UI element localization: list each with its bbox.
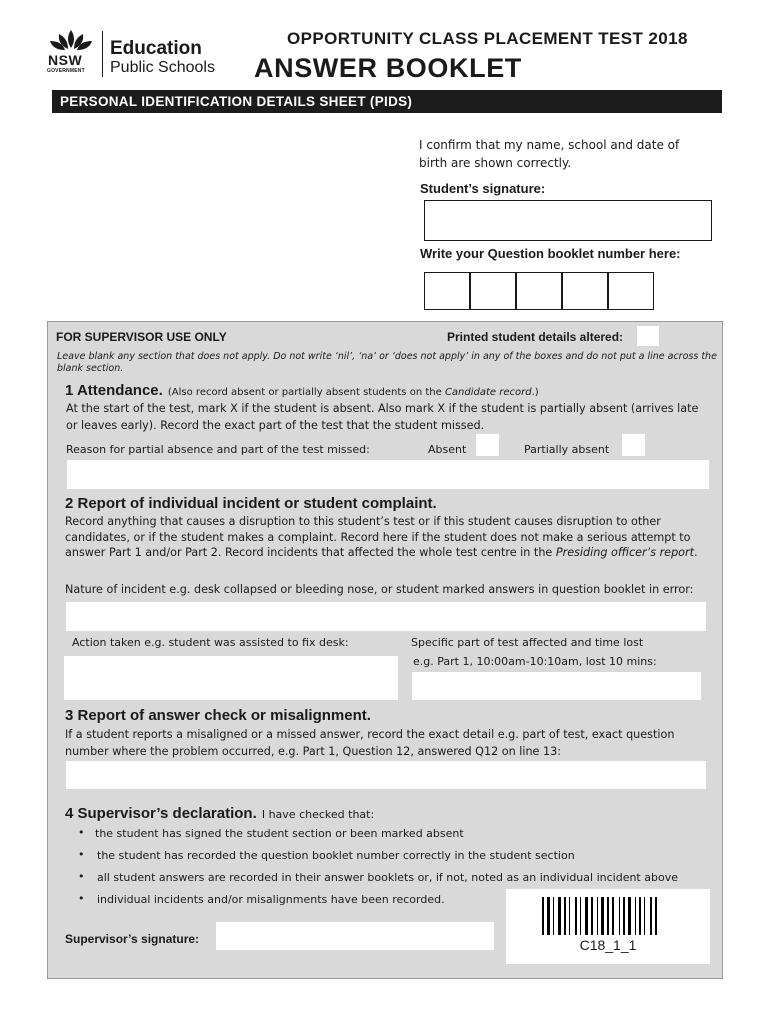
- barcode-bar: [558, 897, 561, 935]
- bullet-icon: •: [78, 848, 85, 861]
- incident-body-text: Record anything that causes a disruption to this student’s test or if this student causes disruption to other candidates, or if the student makes a complaint. Record here if the student does not make a serious attempt to answer Part 1 and/or Part 2. Record incidents that affected the whole test centre in the: [65, 515, 691, 559]
- misalignment-field[interactable]: [66, 761, 706, 789]
- attendance-note-prefix: (Also record absent or partially absent students on the: [167, 387, 445, 398]
- action-label: Action taken e.g. student was assisted to fix desk:: [72, 636, 349, 649]
- booklet-title: ANSWER BOOKLET: [254, 53, 522, 83]
- declaration-item: the student has signed the student section or been marked absent: [95, 827, 464, 840]
- specific-field[interactable]: [412, 672, 701, 700]
- barcode-bar: [644, 897, 645, 935]
- bullet-icon: •: [78, 870, 85, 883]
- booklet-number-digit-1[interactable]: [424, 272, 470, 310]
- test-title: OPPORTUNITY CLASS PLACEMENT TEST 2018: [287, 29, 688, 48]
- org-name-line1: Education: [110, 38, 202, 59]
- attendance-body: At the start of the test, mark X if the student is absent. Also mark X if the student is partially absent (arrives late or leaves early). Record the exact part of the test that the student missed.: [66, 402, 699, 432]
- details-altered-checkbox[interactable]: [637, 326, 659, 346]
- declaration-heading-row: [65, 803, 374, 822]
- specific-label-line1: Specific part of test affected and time lost: [411, 636, 644, 649]
- supervisor-instructions: Leave blank any section that does not apply. Do not write ‘nil’, ‘na’ or ‘does not apply’ in any of the boxes and do not put a line across the blank section.: [57, 351, 717, 374]
- action-field[interactable]: [64, 656, 398, 700]
- booklet-number-digit-4[interactable]: [562, 272, 608, 310]
- barcode-bar: [601, 897, 604, 935]
- attendance-heading-row: [65, 380, 715, 399]
- incident-body-italic: Presiding officer’s report: [555, 546, 694, 559]
- attendance-note-italic: Candidate record: [444, 387, 532, 398]
- bullet-icon: •: [78, 892, 85, 905]
- barcode-bar: [591, 897, 593, 935]
- absent-label: Absent: [428, 443, 467, 456]
- declaration-item: the student has recorded the question booklet number correctly in the student section: [97, 849, 575, 862]
- declaration-item: individual incidents and/or misalignments have been recorded.: [97, 893, 445, 906]
- supervisor-signature-field[interactable]: [216, 922, 494, 950]
- barcode-bar: [597, 897, 598, 935]
- specific-label-line2: e.g. Part 1, 10:00am-10:10am, lost 10 mins:: [413, 655, 657, 668]
- declaration-lead: I have checked that:: [261, 808, 375, 821]
- barcode-bar: [580, 897, 581, 935]
- declaration-heading: 4 Supervisor’s declaration.: [65, 805, 257, 822]
- barcode-bar: [623, 897, 625, 935]
- misalignment-heading: 3 Report of answer check or misalignment.: [65, 707, 371, 724]
- barcode-bar: [585, 897, 588, 935]
- reason-label: Reason for partial absence and part of the test missed:: [66, 443, 370, 456]
- barcode-bar: [542, 897, 544, 935]
- pids-banner: PERSONAL IDENTIFICATION DETAILS SHEET (PIDS): [52, 90, 722, 113]
- barcode-text: C18_1_1: [579, 937, 637, 953]
- barcode-bar: [639, 897, 641, 935]
- incident-body-end: .: [694, 546, 698, 559]
- declaration-item: all student answers are recorded in their answer booklets or, if not, noted as an individual incident above: [97, 871, 678, 884]
- barcode-bar: [569, 897, 570, 935]
- nature-field[interactable]: [66, 602, 706, 631]
- supervisor-signature-label: Supervisor’s signature:: [65, 932, 200, 946]
- nsw-wordmark: NSW: [48, 52, 83, 68]
- barcode: [506, 889, 710, 964]
- attendance-note-suffix: .): [531, 387, 539, 398]
- details-altered-label: Printed student details altered:: [447, 330, 624, 344]
- attendance-heading: 1 Attendance.: [65, 382, 163, 399]
- barcode-bar: [564, 897, 566, 935]
- student-signature-field[interactable]: [424, 200, 712, 241]
- partially-absent-label: Partially absent: [524, 443, 610, 456]
- partially-absent-checkbox[interactable]: [622, 434, 645, 456]
- supervisor-title: FOR SUPERVISOR USE ONLY: [56, 330, 227, 344]
- booklet-number-digit-3[interactable]: [516, 272, 562, 310]
- barcode-bar: [612, 897, 614, 935]
- barcode-bar: [575, 897, 577, 935]
- barcode-bar: [650, 897, 652, 935]
- reason-field[interactable]: [67, 460, 709, 489]
- government-label: GOVERNMENT: [47, 68, 85, 74]
- barcode-bar: [547, 897, 550, 935]
- bullet-icon: •: [78, 826, 85, 839]
- absent-checkbox[interactable]: [476, 434, 499, 456]
- booklet-number-label: Write your Question booklet number here:: [420, 246, 681, 261]
- incident-heading: 2 Report of individual incident or student complaint.: [65, 495, 437, 512]
- confirm-text: I confirm that my name, school and date of birth are shown correctly.: [419, 138, 680, 170]
- nature-label: Nature of incident e.g. desk collapsed or bleeding nose, or student marked answers in question booklet in error:: [65, 583, 694, 596]
- logo-divider: [102, 31, 103, 77]
- barcode-bar: [655, 897, 657, 935]
- org-name-line2: Public Schools: [110, 59, 215, 76]
- barcode-bar: [553, 897, 554, 935]
- incident-body: [65, 514, 710, 561]
- booklet-number-digit-5[interactable]: [608, 272, 654, 310]
- booklet-number-digit-2[interactable]: [470, 272, 516, 310]
- student-signature-label: Student’s signature:: [420, 181, 546, 196]
- misalignment-body: If a student reports a misaligned or a missed answer, record the exact detail e.g. part of test, exact question number where the problem occurred, e.g. Part 1, Question 12, answered Q12 on line 13:: [65, 728, 675, 758]
- barcode-bar: [619, 897, 620, 935]
- barcode-bar: [635, 897, 636, 935]
- barcode-bar: [628, 897, 631, 935]
- barcode-bar: [607, 897, 609, 935]
